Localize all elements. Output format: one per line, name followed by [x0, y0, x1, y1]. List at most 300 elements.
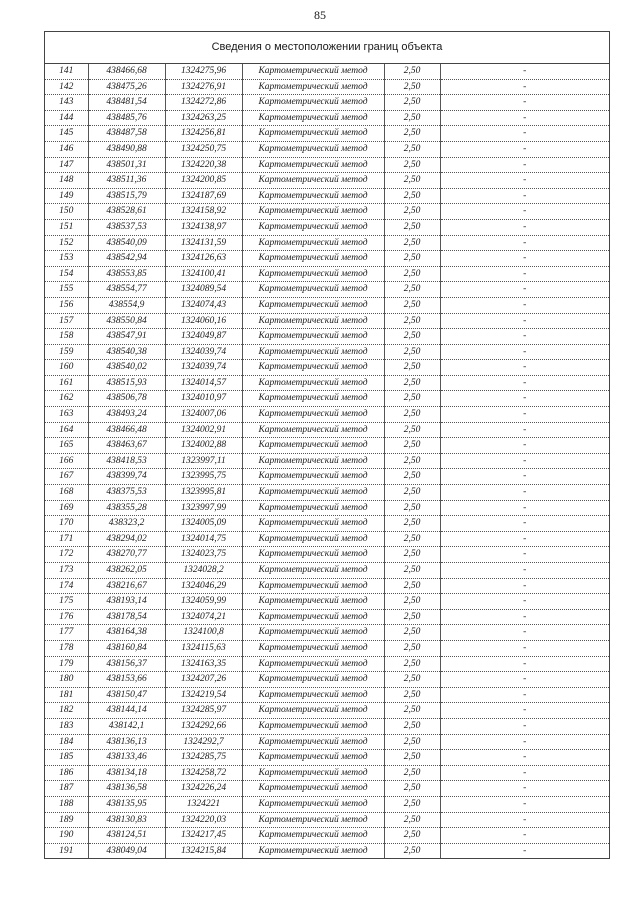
y-coordinate-cell: 1324059,99	[165, 594, 242, 610]
x-coordinate-cell: 438156,37	[88, 656, 165, 672]
method-cell: Картометрический метод	[242, 734, 384, 750]
table-row	[45, 297, 609, 313]
method-cell: Картометрический метод	[242, 266, 384, 282]
description-cell: -	[440, 547, 609, 563]
point-number-cell: 181	[45, 687, 88, 703]
method-cell: Картометрический метод	[242, 485, 384, 501]
y-coordinate-cell: 1323997,11	[165, 453, 242, 469]
accuracy-cell: 2,50	[384, 282, 440, 298]
point-number-cell: 152	[45, 235, 88, 251]
table-row	[45, 313, 609, 329]
table-row	[45, 594, 609, 610]
table-row	[45, 750, 609, 766]
table-row	[45, 718, 609, 734]
description-cell: -	[440, 360, 609, 376]
y-coordinate-cell: 1324014,57	[165, 375, 242, 391]
method-cell: Картометрический метод	[242, 609, 384, 625]
y-coordinate-cell: 1324217,45	[165, 828, 242, 844]
method-cell: Картометрический метод	[242, 157, 384, 173]
x-coordinate-cell: 438515,79	[88, 188, 165, 204]
x-coordinate-cell: 438463,67	[88, 438, 165, 454]
description-cell: -	[440, 531, 609, 547]
accuracy-cell: 2,50	[384, 625, 440, 641]
table-row	[45, 734, 609, 750]
method-cell: Картометрический метод	[242, 79, 384, 95]
description-cell: -	[440, 251, 609, 267]
table-row	[45, 656, 609, 672]
x-coordinate-cell: 438554,77	[88, 282, 165, 298]
point-number-cell: 184	[45, 734, 88, 750]
description-cell: -	[440, 173, 609, 189]
accuracy-cell: 2,50	[384, 734, 440, 750]
x-coordinate-cell: 438501,31	[88, 157, 165, 173]
x-coordinate-cell: 438164,38	[88, 625, 165, 641]
point-number-cell: 159	[45, 344, 88, 360]
description-cell: -	[440, 703, 609, 719]
method-cell: Картометрический метод	[242, 344, 384, 360]
y-coordinate-cell: 1324187,69	[165, 188, 242, 204]
table-row	[45, 204, 609, 220]
table-row	[45, 485, 609, 501]
accuracy-cell: 2,50	[384, 469, 440, 485]
description-cell: -	[440, 640, 609, 656]
method-cell: Картометрический метод	[242, 703, 384, 719]
method-cell: Картометрический метод	[242, 313, 384, 329]
x-coordinate-cell: 438490,88	[88, 141, 165, 157]
description-cell: -	[440, 781, 609, 797]
y-coordinate-cell: 1324115,63	[165, 640, 242, 656]
table-row	[45, 812, 609, 828]
point-number-cell: 162	[45, 391, 88, 407]
method-cell: Картометрический метод	[242, 718, 384, 734]
accuracy-cell: 2,50	[384, 796, 440, 812]
table-row	[45, 438, 609, 454]
y-coordinate-cell: 1324207,26	[165, 672, 242, 688]
description-cell: -	[440, 516, 609, 532]
y-coordinate-cell: 1324002,88	[165, 438, 242, 454]
method-cell: Картометрический метод	[242, 469, 384, 485]
point-number-cell: 146	[45, 141, 88, 157]
table-row	[45, 516, 609, 532]
description-cell: -	[440, 828, 609, 844]
method-cell: Картометрический метод	[242, 173, 384, 189]
table-row	[45, 578, 609, 594]
accuracy-cell: 2,50	[384, 672, 440, 688]
table-row	[45, 609, 609, 625]
point-number-cell: 144	[45, 110, 88, 126]
description-cell: -	[440, 188, 609, 204]
y-coordinate-cell: 1324126,63	[165, 251, 242, 267]
method-cell: Картометрический метод	[242, 126, 384, 142]
x-coordinate-cell: 438134,18	[88, 765, 165, 781]
y-coordinate-cell: 1324219,54	[165, 687, 242, 703]
description-cell: -	[440, 796, 609, 812]
table-row	[45, 235, 609, 251]
accuracy-cell: 2,50	[384, 266, 440, 282]
x-coordinate-cell: 438270,77	[88, 547, 165, 563]
method-cell: Картометрический метод	[242, 672, 384, 688]
description-cell: -	[440, 79, 609, 95]
y-coordinate-cell: 1324010,97	[165, 391, 242, 407]
point-number-cell: 142	[45, 79, 88, 95]
x-coordinate-cell: 438049,04	[88, 843, 165, 858]
table-row	[45, 640, 609, 656]
y-coordinate-cell: 1324256,81	[165, 126, 242, 142]
description-cell: -	[440, 235, 609, 251]
x-coordinate-cell: 438537,53	[88, 219, 165, 235]
method-cell: Картометрический метод	[242, 547, 384, 563]
accuracy-cell: 2,50	[384, 453, 440, 469]
point-number-cell: 173	[45, 563, 88, 579]
x-coordinate-cell: 438485,76	[88, 110, 165, 126]
method-cell: Картометрический метод	[242, 219, 384, 235]
y-coordinate-cell: 1323997,99	[165, 500, 242, 516]
table-row	[45, 188, 609, 204]
table-row	[45, 547, 609, 563]
point-number-cell: 190	[45, 828, 88, 844]
method-cell: Картометрический метод	[242, 453, 384, 469]
point-number-cell: 164	[45, 422, 88, 438]
point-number-cell: 161	[45, 375, 88, 391]
y-coordinate-cell: 1324292,66	[165, 718, 242, 734]
method-cell: Картометрический метод	[242, 516, 384, 532]
description-cell: -	[440, 469, 609, 485]
method-cell: Картометрический метод	[242, 781, 384, 797]
table-row	[45, 672, 609, 688]
point-number-cell: 167	[45, 469, 88, 485]
table-row	[45, 329, 609, 345]
method-cell: Картометрический метод	[242, 812, 384, 828]
accuracy-cell: 2,50	[384, 188, 440, 204]
method-cell: Картометрический метод	[242, 578, 384, 594]
method-cell: Картометрический метод	[242, 375, 384, 391]
x-coordinate-cell: 438375,53	[88, 485, 165, 501]
point-number-cell: 174	[45, 578, 88, 594]
table-row	[45, 157, 609, 173]
method-cell: Картометрический метод	[242, 594, 384, 610]
method-cell: Картометрический метод	[242, 282, 384, 298]
method-cell: Картометрический метод	[242, 750, 384, 766]
x-coordinate-cell: 438262,05	[88, 563, 165, 579]
accuracy-cell: 2,50	[384, 110, 440, 126]
table-row	[45, 173, 609, 189]
x-coordinate-cell: 438550,84	[88, 313, 165, 329]
x-coordinate-cell: 438515,93	[88, 375, 165, 391]
method-cell: Картометрический метод	[242, 843, 384, 858]
coordinates-table-body	[45, 64, 609, 858]
method-cell: Картометрический метод	[242, 297, 384, 313]
accuracy-cell: 2,50	[384, 79, 440, 95]
y-coordinate-cell: 1324100,8	[165, 625, 242, 641]
method-cell: Картометрический метод	[242, 95, 384, 111]
y-coordinate-cell: 1324226,24	[165, 781, 242, 797]
accuracy-cell: 2,50	[384, 438, 440, 454]
point-number-cell: 168	[45, 485, 88, 501]
description-cell: -	[440, 64, 609, 79]
x-coordinate-cell: 438136,58	[88, 781, 165, 797]
table-row	[45, 219, 609, 235]
accuracy-cell: 2,50	[384, 251, 440, 267]
description-cell: -	[440, 375, 609, 391]
x-coordinate-cell: 438142,1	[88, 718, 165, 734]
x-coordinate-cell: 438150,47	[88, 687, 165, 703]
description-cell: -	[440, 672, 609, 688]
point-number-cell: 178	[45, 640, 88, 656]
description-cell: -	[440, 282, 609, 298]
y-coordinate-cell: 1324060,16	[165, 313, 242, 329]
table-row	[45, 141, 609, 157]
table-row	[45, 469, 609, 485]
point-number-cell: 163	[45, 407, 88, 423]
y-coordinate-cell: 1324200,85	[165, 173, 242, 189]
y-coordinate-cell: 1324292,7	[165, 734, 242, 750]
description-cell: -	[440, 765, 609, 781]
x-coordinate-cell: 438153,66	[88, 672, 165, 688]
accuracy-cell: 2,50	[384, 750, 440, 766]
point-number-cell: 160	[45, 360, 88, 376]
y-coordinate-cell: 1324039,74	[165, 360, 242, 376]
x-coordinate-cell: 438481,54	[88, 95, 165, 111]
accuracy-cell: 2,50	[384, 703, 440, 719]
accuracy-cell: 2,50	[384, 656, 440, 672]
y-coordinate-cell: 1324221	[165, 796, 242, 812]
accuracy-cell: 2,50	[384, 360, 440, 376]
description-cell: -	[440, 438, 609, 454]
point-number-cell: 166	[45, 453, 88, 469]
accuracy-cell: 2,50	[384, 344, 440, 360]
accuracy-cell: 2,50	[384, 640, 440, 656]
table-row	[45, 531, 609, 547]
y-coordinate-cell: 1324028,2	[165, 563, 242, 579]
x-coordinate-cell: 438133,46	[88, 750, 165, 766]
accuracy-cell: 2,50	[384, 157, 440, 173]
point-number-cell: 149	[45, 188, 88, 204]
point-number-cell: 172	[45, 547, 88, 563]
x-coordinate-cell: 438511,36	[88, 173, 165, 189]
point-number-cell: 169	[45, 500, 88, 516]
table-row	[45, 781, 609, 797]
point-number-cell: 154	[45, 266, 88, 282]
y-coordinate-cell: 1324163,35	[165, 656, 242, 672]
table-row	[45, 126, 609, 142]
point-number-cell: 191	[45, 843, 88, 858]
x-coordinate-cell: 438506,78	[88, 391, 165, 407]
table-row	[45, 703, 609, 719]
table-row	[45, 110, 609, 126]
x-coordinate-cell: 438487,58	[88, 126, 165, 142]
point-number-cell: 186	[45, 765, 88, 781]
point-number-cell: 182	[45, 703, 88, 719]
description-cell: -	[440, 422, 609, 438]
x-coordinate-cell: 438466,48	[88, 422, 165, 438]
y-coordinate-cell: 1324220,38	[165, 157, 242, 173]
method-cell: Картометрический метод	[242, 391, 384, 407]
method-cell: Картометрический метод	[242, 110, 384, 126]
point-number-cell: 153	[45, 251, 88, 267]
y-coordinate-cell: 1324023,75	[165, 547, 242, 563]
accuracy-cell: 2,50	[384, 578, 440, 594]
x-coordinate-cell: 438554,9	[88, 297, 165, 313]
description-cell: -	[440, 344, 609, 360]
accuracy-cell: 2,50	[384, 516, 440, 532]
method-cell: Картометрический метод	[242, 500, 384, 516]
accuracy-cell: 2,50	[384, 219, 440, 235]
y-coordinate-cell: 1324074,21	[165, 609, 242, 625]
point-number-cell: 156	[45, 297, 88, 313]
method-cell: Картометрический метод	[242, 188, 384, 204]
y-coordinate-cell: 1324258,72	[165, 765, 242, 781]
y-coordinate-cell: 1324014,75	[165, 531, 242, 547]
method-cell: Картометрический метод	[242, 438, 384, 454]
description-cell: -	[440, 329, 609, 345]
accuracy-cell: 2,50	[384, 391, 440, 407]
accuracy-cell: 2,50	[384, 687, 440, 703]
method-cell: Картометрический метод	[242, 796, 384, 812]
table-row	[45, 251, 609, 267]
y-coordinate-cell: 1324285,75	[165, 750, 242, 766]
method-cell: Картометрический метод	[242, 422, 384, 438]
point-number-cell: 148	[45, 173, 88, 189]
table-row	[45, 344, 609, 360]
accuracy-cell: 2,50	[384, 313, 440, 329]
table-row	[45, 79, 609, 95]
point-number-cell: 141	[45, 64, 88, 79]
x-coordinate-cell: 438540,09	[88, 235, 165, 251]
description-cell: -	[440, 110, 609, 126]
description-cell: -	[440, 95, 609, 111]
table-row	[45, 828, 609, 844]
y-coordinate-cell: 1323995,81	[165, 485, 242, 501]
y-coordinate-cell: 1324263,25	[165, 110, 242, 126]
table-row	[45, 64, 609, 79]
x-coordinate-cell: 438193,14	[88, 594, 165, 610]
y-coordinate-cell: 1324089,54	[165, 282, 242, 298]
y-coordinate-cell: 1324039,74	[165, 344, 242, 360]
point-number-cell: 180	[45, 672, 88, 688]
method-cell: Картометрический метод	[242, 251, 384, 267]
description-cell: -	[440, 297, 609, 313]
point-number-cell: 145	[45, 126, 88, 142]
description-cell: -	[440, 126, 609, 142]
y-coordinate-cell: 1324215,84	[165, 843, 242, 858]
y-coordinate-cell: 1324046,29	[165, 578, 242, 594]
method-cell: Картометрический метод	[242, 235, 384, 251]
table-title: Сведения о местоположении границ объекта	[45, 32, 609, 64]
accuracy-cell: 2,50	[384, 173, 440, 189]
description-cell: -	[440, 578, 609, 594]
accuracy-cell: 2,50	[384, 485, 440, 501]
table-row	[45, 563, 609, 579]
y-coordinate-cell: 1323995,75	[165, 469, 242, 485]
point-number-cell: 188	[45, 796, 88, 812]
accuracy-cell: 2,50	[384, 843, 440, 858]
description-cell: -	[440, 313, 609, 329]
x-coordinate-cell: 438136,13	[88, 734, 165, 750]
x-coordinate-cell: 438124,51	[88, 828, 165, 844]
accuracy-cell: 2,50	[384, 126, 440, 142]
method-cell: Картометрический метод	[242, 625, 384, 641]
y-coordinate-cell: 1324131,59	[165, 235, 242, 251]
description-cell: -	[440, 687, 609, 703]
table-row	[45, 422, 609, 438]
description-cell: -	[440, 204, 609, 220]
point-number-cell: 177	[45, 625, 88, 641]
x-coordinate-cell: 438466,68	[88, 64, 165, 79]
table-row	[45, 391, 609, 407]
table-row	[45, 687, 609, 703]
accuracy-cell: 2,50	[384, 204, 440, 220]
y-coordinate-cell: 1324272,86	[165, 95, 242, 111]
point-number-cell: 150	[45, 204, 88, 220]
description-cell: -	[440, 734, 609, 750]
accuracy-cell: 2,50	[384, 297, 440, 313]
accuracy-cell: 2,50	[384, 765, 440, 781]
method-cell: Картометрический метод	[242, 765, 384, 781]
description-cell: -	[440, 453, 609, 469]
method-cell: Картометрический метод	[242, 687, 384, 703]
method-cell: Картометрический метод	[242, 407, 384, 423]
coordinates-table	[45, 64, 609, 858]
x-coordinate-cell: 438144,14	[88, 703, 165, 719]
description-cell: -	[440, 563, 609, 579]
accuracy-cell: 2,50	[384, 141, 440, 157]
method-cell: Картометрический метод	[242, 204, 384, 220]
accuracy-cell: 2,50	[384, 609, 440, 625]
point-number-cell: 189	[45, 812, 88, 828]
y-coordinate-cell: 1324276,91	[165, 79, 242, 95]
table-row	[45, 375, 609, 391]
x-coordinate-cell: 438130,83	[88, 812, 165, 828]
point-number-cell: 171	[45, 531, 88, 547]
accuracy-cell: 2,50	[384, 95, 440, 111]
method-cell: Картометрический метод	[242, 141, 384, 157]
y-coordinate-cell: 1324158,92	[165, 204, 242, 220]
y-coordinate-cell: 1324005,09	[165, 516, 242, 532]
accuracy-cell: 2,50	[384, 718, 440, 734]
x-coordinate-cell: 438323,2	[88, 516, 165, 532]
point-number-cell: 143	[45, 95, 88, 111]
method-cell: Картометрический метод	[242, 828, 384, 844]
x-coordinate-cell: 438160,84	[88, 640, 165, 656]
x-coordinate-cell: 438178,54	[88, 609, 165, 625]
accuracy-cell: 2,50	[384, 828, 440, 844]
point-number-cell: 179	[45, 656, 88, 672]
accuracy-cell: 2,50	[384, 531, 440, 547]
x-coordinate-cell: 438542,94	[88, 251, 165, 267]
point-number-cell: 165	[45, 438, 88, 454]
x-coordinate-cell: 438355,28	[88, 500, 165, 516]
point-number-cell: 157	[45, 313, 88, 329]
x-coordinate-cell: 438493,24	[88, 407, 165, 423]
description-cell: -	[440, 656, 609, 672]
table-row	[45, 95, 609, 111]
y-coordinate-cell: 1324138,97	[165, 219, 242, 235]
description-cell: -	[440, 625, 609, 641]
table-row	[45, 282, 609, 298]
y-coordinate-cell: 1324100,41	[165, 266, 242, 282]
accuracy-cell: 2,50	[384, 781, 440, 797]
point-number-cell: 183	[45, 718, 88, 734]
x-coordinate-cell: 438553,85	[88, 266, 165, 282]
accuracy-cell: 2,50	[384, 812, 440, 828]
method-cell: Картометрический метод	[242, 329, 384, 345]
description-cell: -	[440, 141, 609, 157]
table-row	[45, 765, 609, 781]
point-number-cell: 175	[45, 594, 88, 610]
y-coordinate-cell: 1324074,43	[165, 297, 242, 313]
description-cell: -	[523, 845, 527, 856]
x-coordinate-cell: 438418,53	[88, 453, 165, 469]
